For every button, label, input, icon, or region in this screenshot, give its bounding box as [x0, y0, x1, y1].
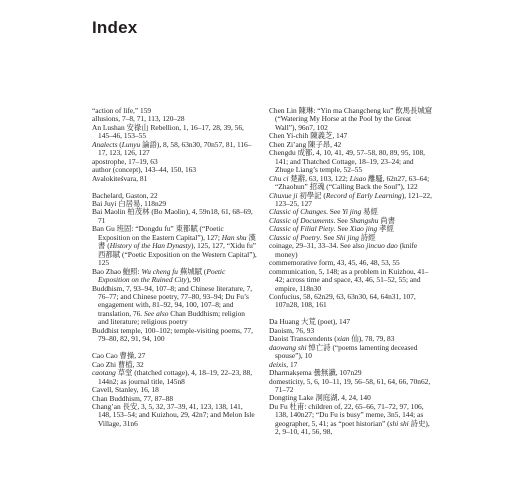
index-entry: Chang’an 長安, 3, 5, 32, 37–39, 41, 123, 138, 141, 148, 153–54; and Kuizhou, 29, 42n7; and Melon Isle Village, 31n6 — [92, 401, 255, 428]
index-entry: Daoist Transcendents (xian 仙), 78, 79, 83 — [269, 334, 395, 344]
index-entry: Cao Zhi 曹植, 32 — [92, 359, 144, 369]
index-entry: Avalokiteśvara, 81 — [92, 173, 148, 183]
index-entry: Bao Zhao 鮑照: Wu cheng fu 蕪城賦 (Poetic Exposition on the Ruined City), 90 — [92, 266, 226, 285]
index-entry: domesticity, 5, 6, 10–11, 19, 56–58, 61, 64, 66, 70n62, 71–72 — [269, 376, 431, 394]
index-column-left — [92, 107, 257, 428]
index-entry: An Lushan 安祿山 Rebellion, 1, 16–17, 28, 39, 56, 145–46, 153–55 — [92, 122, 244, 141]
index-entry: Ban Gu 班固: “Dongdu fu” 東都賦 (“Poetic Exposition on the Eastern Capital”), 127; Han shu 漢書 (History of the Han Dynasty), 125, 127, “Xidu fu” 西都賦 (“Poetic Exposition on the Western Capital”), 125 — [92, 224, 257, 268]
index-entry: Cavell, Stanley, 16, 18 — [92, 385, 159, 395]
index-entry: Bachelard, Gaston, 22 — [92, 190, 158, 200]
page-title: Index — [92, 18, 138, 37]
index-entry: author (concept), 143–44, 150, 163 — [92, 165, 197, 175]
index-entry: Da Huang 大荒 (poet), 147 — [269, 317, 351, 327]
index-entry: communication, 5, 148; as a problem in Kuizhou, 41–42; across time and space, 43, 46, 51–52, 55; and empire, 118n30 — [269, 266, 429, 293]
index-entry: Chen Yi-chih 陳義芝, 147 — [269, 131, 348, 141]
index-entry: Analects (Lunyu 論語), 8, 58, 63n30, 70n57, 81, 116–17, 123, 126, 127 — [92, 139, 252, 158]
index-entry: Chuxue ji 初學記 (Record of Early Learning), 121–22, 123–25, 127 — [269, 190, 432, 208]
index-entry: Bai Maolin 柏茂林 (Bo Maolin), 4, 59n18, 61, 68–69, 71 — [92, 207, 253, 225]
index-entry: Bai Juyi 白居易, 118n29 — [92, 199, 167, 209]
index-entry: Du Fu 杜甫: children of, 22, 65–66, 71–72, 97, 106, 138, 140n27; “Du Fu is busy” meme, 3n5, 144; as geographer, 5, 41; as “poet historian” (shi shi 詩史), 2, 9–10, 41, 56, 98, — [269, 401, 430, 437]
index-entry: Classic of Documents. See Shangshu 尚書 — [269, 215, 396, 225]
index-entry: Buddhist temple, 100–102; temple-visiting poems, 77, 79–80, 82, 91, 94, 100 — [92, 325, 253, 344]
index-entry: apostrophe, 17–19, 63 — [92, 156, 158, 166]
index-entry: Confucius, 58, 62n29, 63, 63n30, 64, 64n31, 107, 107n28, 108, 161 — [269, 291, 416, 310]
index-entry: caotang 草堂 (thatched cottage), 4, 18–19, 22–23, 88, 144n2; as journal title, 145n8 — [92, 368, 253, 386]
index-entry: Daoism, 76, 93 — [269, 325, 315, 335]
index-entry: Chu ci 楚辭, 63, 103, 122; Lisao 離騷, 62n27, 63–64; “Zhaohun” 招魂 (“Calling Back the Soul”), 122 — [269, 173, 430, 192]
index-entry: commemorative form, 43, 45, 46, 48, 53, 55 — [269, 258, 400, 268]
index-entry: Buddhism, 7, 93–94, 107–8; and Chinese literature, 7, 76–77; and Chinese poetry, 77–80, 93–94; Du Fu’s engagement with, 81–92, 94, 100, 107–8; and translation, 76. See also Chan Buddhism; religion and literature; religious poetry — [92, 283, 253, 327]
index-entry: deixis, 17 — [269, 359, 298, 369]
index-entry: Classic of Changes. See Yi jing 易經 — [269, 207, 378, 217]
index-entry: Chen Zi’ang 陳子昂, 42 — [269, 139, 342, 149]
index-entry: Chen Lin 陳琳: “Yin ma Changcheng ku” 飲馬長城窟 (“Watering My Horse at the Pool by the Great Wall”), 96n7, 102 — [269, 106, 433, 132]
index-entry: Classic of Poetry. See Shi jing 詩經 — [269, 232, 376, 242]
index-entry: Classic of Filial Piety. See Xiao jing 孝經 — [269, 224, 394, 234]
index-entry: Chengdu 成都, 4, 10, 41, 49, 57–58, 80, 89, 95, 108, 141; and Thatched Cottage, 18–19, 23–24; and Zhuge Liang’s temple, 52–55 — [269, 148, 426, 175]
index-entry: coinage, 29–31, 33–34. See also jincuo dao (knife money) — [269, 241, 418, 259]
index-entry: daowang shi 悼亡詩 (“poems lamenting deceased spouse”), 10 — [269, 342, 418, 361]
index-entry: Dongting Lake 洞庭湖, 4, 24, 140 — [269, 393, 371, 403]
index-entry: Cao Cao 曹操, 27 — [92, 351, 146, 361]
index-entry: allusions, 7–8, 71, 113, 120–28 — [92, 114, 185, 124]
index-entry: “action of life,” 159 — [92, 106, 152, 115]
index-column-right — [269, 107, 434, 437]
index-entry: Chan Buddhism, 77, 87–88 — [92, 393, 174, 403]
index-entry: Dharmakṣema 曇無讖, 107n29 — [269, 368, 362, 378]
